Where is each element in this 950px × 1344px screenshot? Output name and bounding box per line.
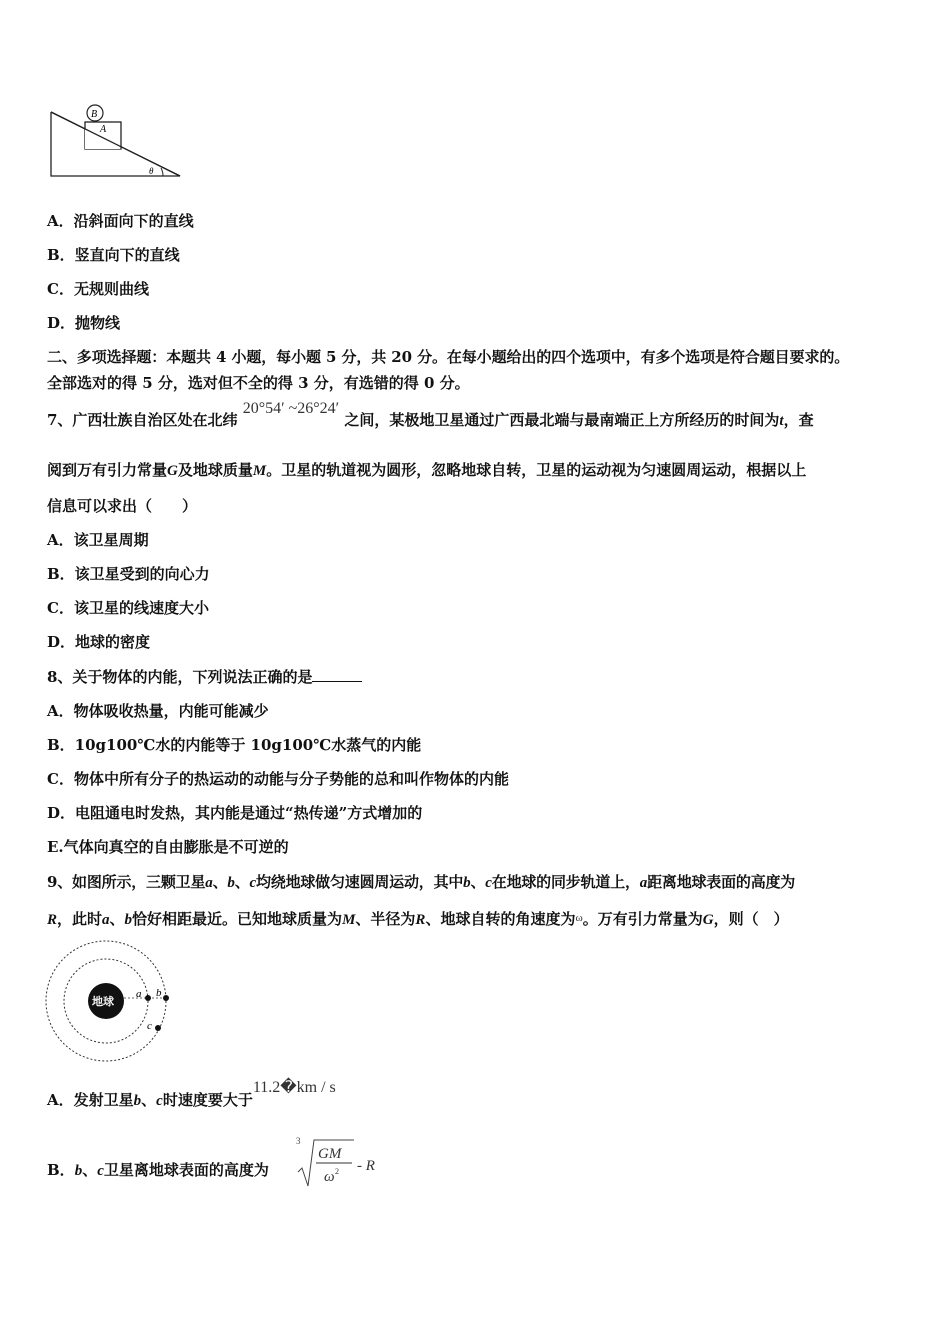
- q8-option-c: C．物体中所有分子的热运动的动能与分子势能的总和叫作物体的内能: [47, 770, 509, 788]
- label-a: a: [136, 988, 142, 1000]
- q7-line2: [47, 460, 806, 481]
- formula-tail: - R: [357, 1158, 375, 1174]
- label-b: b: [156, 987, 162, 999]
- satellite-c: [155, 1025, 161, 1031]
- q7-line1: [47, 400, 814, 431]
- q8-option-a: A．物体吸收热量，内能可能减少: [47, 702, 269, 720]
- q9-var: b: [124, 912, 133, 928]
- q9-optb-text: B．: [47, 1161, 75, 1179]
- q7-l2c: 。卫星的轨道视为圆形，忽略地球自转，卫星的运动视为匀速圆周运动，根据以上: [266, 461, 807, 479]
- q9-var: R: [415, 912, 426, 928]
- q9-line1: [47, 872, 795, 893]
- q9-opta-text: A．发射卫星: [47, 1091, 134, 1109]
- q7-var-t: t: [779, 413, 784, 429]
- q7-intro: 7、广西壮族自治区处在北纬: [47, 411, 238, 429]
- q8-answer-blank: [312, 667, 362, 682]
- q7-cont1: 之间，某极地卫星通过广西最北端与最南端正上方所经历的时间为: [344, 411, 780, 429]
- q8-option-e: E.气体向真空的自由膨胀是不可逆的: [47, 838, 289, 856]
- q7-line3: 信息可以求出（ ）: [47, 497, 198, 515]
- q9-l2b: 恰好相距最近。已知地球质量为: [132, 910, 343, 928]
- formula-numerator: GM: [318, 1146, 342, 1162]
- q7-option-d: D．地球的密度: [47, 633, 151, 651]
- q6-option-b: B．竖直向下的直线: [47, 246, 180, 264]
- q9-opta-speed: 11.2�km / s: [252, 1079, 336, 1096]
- q9-var: a: [102, 912, 110, 928]
- label-c: c: [147, 1020, 152, 1032]
- q9-l2f: ，则（ ）: [713, 910, 789, 928]
- angle-label: θ: [149, 166, 154, 176]
- q9-sep: 、: [82, 1161, 98, 1179]
- q8-option-b: B．10g100℃水的内能等于 10g100℃水蒸气的内能: [47, 736, 422, 754]
- cube-root-formula: [294, 1134, 389, 1192]
- q7-cont1-end: ，查: [783, 411, 814, 429]
- q9-sep: 、: [109, 910, 125, 928]
- ball-label: B: [91, 109, 98, 120]
- q9-var: M: [342, 912, 356, 928]
- q6-option-a: A．沿斜面向下的直线: [47, 212, 194, 230]
- q8-option-d: D．电阻通电时发热，其内能是通过“热传递”方式增加的: [47, 804, 423, 822]
- section2-line1: 二、多项选择题：本题共 4 小题，每小题 5 分，共 20 分。在每小题给出的四个选项中，有多个选项是符合题目要求的。: [47, 348, 850, 366]
- q7-latitude-range: 20°54′ ~26°24′: [242, 400, 340, 417]
- q9-var: R: [47, 912, 58, 928]
- q9-l2d: 、地球自转的角速度为: [425, 910, 576, 928]
- q9-var: c: [97, 1163, 104, 1179]
- q9-var: G: [702, 912, 714, 928]
- q9-var: c: [485, 875, 492, 891]
- q9-var: a: [205, 875, 213, 891]
- earth-label: 地球: [92, 995, 114, 1008]
- q9-var: c: [249, 875, 256, 891]
- q9-var: b: [463, 875, 471, 891]
- q9-sep: 、: [212, 873, 228, 891]
- q9-l2a: ，此时: [57, 910, 103, 928]
- q9-var: b: [133, 1093, 142, 1109]
- q9-optb-end: 卫星离地球表面的高度为: [103, 1161, 269, 1179]
- q8-stem-text: 8、关于物体的内能，下列说法正确的是: [47, 668, 313, 686]
- root-index: 3: [296, 1136, 301, 1146]
- q7-option-b: B．该卫星受到的向心力: [47, 565, 210, 583]
- section2-line2: 全部选对的得 5 分，选对但不全的得 3 分，有选错的得 0 分。: [47, 374, 470, 392]
- formula-denominator: ω: [324, 1169, 335, 1185]
- q6-option-d: D．抛物线: [47, 314, 121, 332]
- block-label: A: [100, 124, 107, 135]
- q7-var-g: G: [167, 463, 178, 479]
- q9-l1b: 均绕地球做匀速圆周运动，其中: [255, 873, 464, 891]
- q7-l2a: 阅到万有引力常量: [47, 461, 168, 479]
- formula-exponent: 2: [335, 1167, 339, 1176]
- q6-option-c: C．无规则曲线: [47, 280, 149, 298]
- q9-l1a: 9、如图所示，三颗卫星: [47, 873, 206, 891]
- q9-omega: ω: [575, 912, 583, 924]
- q9-opta-end: 时速度要大于: [162, 1091, 253, 1109]
- q7-option-c: C．该卫星的线速度大小: [47, 599, 209, 617]
- satellite-b: [163, 995, 169, 1001]
- q8-stem: [47, 667, 362, 687]
- q9-var: b: [227, 875, 235, 891]
- q9-l1c: 在地球的同步轨道上，: [491, 873, 640, 891]
- q9-l2c: 、半径为: [355, 910, 416, 928]
- q9-var: a: [639, 875, 648, 891]
- satellite-a: [145, 995, 151, 1001]
- q9-sep: 、: [470, 873, 486, 891]
- q7-l2b: 及地球质量: [177, 461, 253, 479]
- q9-var: c: [156, 1093, 163, 1109]
- q7-option-a: A．该卫星周期: [47, 531, 149, 549]
- q9-option-b: [47, 1160, 269, 1181]
- incline-figure: [45, 100, 190, 185]
- q9-var: b: [74, 1163, 83, 1179]
- q7-var-m: M: [252, 463, 267, 479]
- q9-l1d: 距离地球表面的高度为: [647, 873, 796, 891]
- q9-line2: [47, 909, 789, 931]
- q9-sep: 、: [234, 873, 250, 891]
- q9-option-a: [47, 1079, 336, 1111]
- q9-l2e: 。万有引力常量为: [582, 910, 703, 928]
- q9-sep: 、: [141, 1091, 157, 1109]
- orbit-figure: [40, 940, 180, 1062]
